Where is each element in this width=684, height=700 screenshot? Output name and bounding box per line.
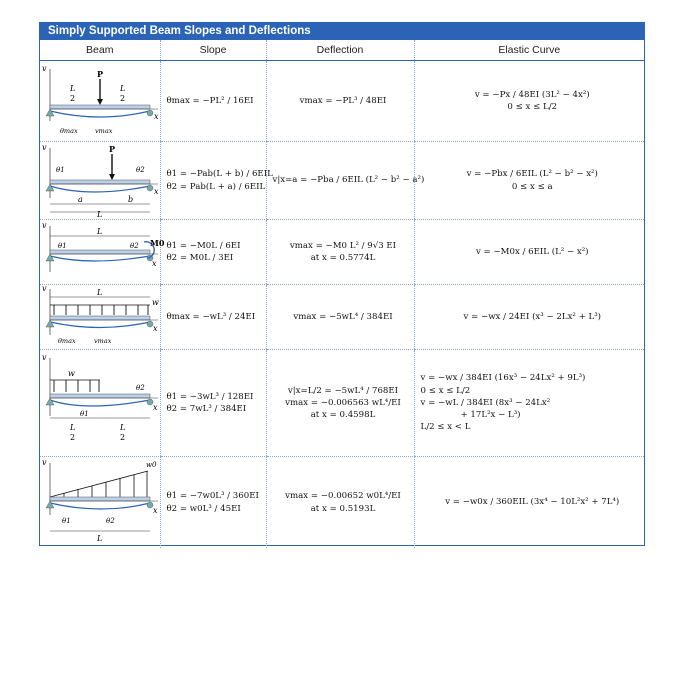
beam-table-card <box>39 22 645 546</box>
beam-label: x <box>154 112 159 121</box>
beam-diagram <box>40 285 160 349</box>
slope-cell <box>160 220 266 285</box>
table-title: Simply Supported Beam Slopes and Deflections <box>40 23 644 40</box>
beam-label: θ2 <box>106 517 115 525</box>
formula-line: θ2 = Pab(L + a) / 6EIL <box>166 181 266 192</box>
beam-diagram-cell <box>40 457 160 549</box>
formula-line: v = −M0x / 6EIL (L² − x²) <box>475 246 589 257</box>
beam-label: θ1 <box>58 242 67 250</box>
beam-label: L <box>70 423 76 432</box>
beam-label: M0 <box>150 238 165 248</box>
formula-line: θ2 = 7wL³ / 384EI <box>166 404 247 414</box>
table-row <box>40 61 644 142</box>
deflection-cell <box>266 350 414 457</box>
formula-line: at x = 0.5193L <box>310 503 376 514</box>
elastic-curve-cell <box>414 220 644 285</box>
beam-label: w <box>68 369 75 378</box>
formula-line: vmax = −M0 L² / 9√3 EI <box>289 240 397 251</box>
beam-label: L <box>97 534 103 543</box>
deflection-cell <box>266 285 414 350</box>
beam-label: v <box>42 458 47 467</box>
beam-label: vmax <box>95 127 113 135</box>
beam-label: L <box>97 227 103 236</box>
formula-line: 0 ≤ x ≤ L/2 <box>420 385 471 396</box>
formula-line: 0 ≤ x ≤ L/2 <box>507 102 558 112</box>
slope-cell <box>160 457 266 549</box>
formula-line: v = −Px / 48EI (3L² − 4x²) <box>474 89 590 100</box>
elastic-curve-cell <box>414 142 644 220</box>
beam-label: L <box>120 423 126 432</box>
beam-label: vmax <box>94 337 112 345</box>
formula-line: θ1 = −Pab(L + b) / 6EIL <box>166 169 273 180</box>
header-slope: Slope <box>160 40 266 61</box>
formula-line: v|x=L/2 = −5wL⁴ / 768EI <box>287 385 399 396</box>
formula-line: 0 ≤ x ≤ a <box>511 181 553 192</box>
beam-label: x <box>153 324 158 333</box>
formula-line: at x = 0.4598L <box>310 410 376 421</box>
formula-line: θ2 = w0L³ / 45EI <box>166 503 241 514</box>
slope-cell <box>160 285 266 350</box>
beam-label: θ1 <box>62 517 71 525</box>
beam-table <box>40 40 644 548</box>
beam-label: θmax <box>58 337 76 345</box>
beam-label: v <box>42 64 47 73</box>
beam-label: w0 <box>146 461 157 469</box>
beam-label: v <box>42 284 47 293</box>
beam-label: L <box>97 210 103 219</box>
beam-diagram-cell <box>40 61 160 142</box>
beam-diagram-cell <box>40 220 165 285</box>
beam-diagram <box>40 220 165 284</box>
formula-line: L/2 ≤ x < L <box>420 422 471 433</box>
beam-label: θ1 <box>56 166 65 174</box>
table-row <box>40 457 644 549</box>
table-row <box>40 142 644 220</box>
header-elastic-curve: Elastic Curve <box>414 40 644 61</box>
slope-cell <box>160 350 266 457</box>
beam-label: v <box>42 221 47 230</box>
beam-label: P <box>109 144 116 154</box>
beam-diagram <box>40 142 160 219</box>
table-row <box>40 350 644 457</box>
beam-label: a <box>78 195 83 204</box>
formula-line: θ1 = −3wL³ / 128EI <box>166 391 254 402</box>
beam-label: P <box>97 69 104 79</box>
beam-label: v <box>42 353 47 362</box>
deflection-cell <box>266 142 425 220</box>
formula-line: θmax = −wL³ / 24EI <box>166 311 256 322</box>
header-deflection: Deflection <box>266 40 414 61</box>
beam-diagram <box>40 350 160 456</box>
beam-label: θmax <box>60 127 78 135</box>
beam-label: 2 <box>120 433 126 442</box>
beam-label: θ2 <box>136 384 145 392</box>
beam-label: x <box>153 403 158 412</box>
formula-line: vmax = −PL³ / 48EI <box>299 95 387 106</box>
beam-label: L <box>120 84 126 93</box>
formula-line: θmax = −PL² / 16EI <box>166 95 254 106</box>
beam-label: b <box>128 195 134 204</box>
formula-line: θ1 = −7w0L³ / 360EI <box>166 491 259 502</box>
beam-label: 2 <box>70 94 76 103</box>
slope-cell <box>160 142 273 220</box>
table-row <box>40 220 644 285</box>
formula-line: vmax = −0.006563 wL⁴/EI <box>285 397 401 408</box>
beam-label: L <box>70 84 76 93</box>
deflection-cell <box>266 220 414 285</box>
beam-label: θ1 <box>80 410 89 418</box>
elastic-curve-cell <box>414 61 644 142</box>
beam-label: L <box>97 288 103 297</box>
formula-line: θ2 = M0L / 3EI <box>166 253 234 263</box>
formula-line: vmax = −5wL⁴ / 384EI <box>293 311 393 322</box>
formula-line: at x = 0.5774L <box>310 253 376 263</box>
beam-label: θ2 <box>130 242 139 250</box>
slope-cell <box>160 61 266 142</box>
formula-line: + 17L²x − L³) <box>460 410 521 421</box>
formula-line: v = −wx / 384EI (16x³ − 24Lx² + 9L³) <box>420 373 586 384</box>
elastic-curve-cell <box>414 350 644 457</box>
formula-line: v = −wx / 24EI (x³ − 2Lx² + L³) <box>463 311 602 322</box>
deflection-cell <box>266 61 414 142</box>
beam-label: x <box>153 506 158 515</box>
elastic-curve-cell <box>414 457 644 549</box>
beam-label: x <box>154 187 159 196</box>
beam-diagram <box>40 61 160 141</box>
beam-diagram-cell <box>40 285 160 350</box>
beam-label: 2 <box>70 433 76 442</box>
formula-line: v = −wL / 384EI (8x³ − 24Lx² <box>420 397 551 408</box>
deflection-cell <box>266 457 414 549</box>
beam-diagram-cell <box>40 142 160 220</box>
formula-line: v = −Pbx / 6EIL (L² − b² − x²) <box>466 169 598 180</box>
formula-line: θ1 = −M0L / 6EI <box>166 240 241 251</box>
formula-line: vmax = −0.00652 w0L⁴/EI <box>285 491 401 502</box>
beam-diagram <box>40 457 160 548</box>
beam-label: 2 <box>120 94 126 103</box>
beam-diagram-cell <box>40 350 160 457</box>
header-beam: Beam <box>40 40 160 61</box>
formula-line: v|x=a = −Pba / 6EIL (L² − b² − a²) <box>272 175 425 186</box>
beam-label: θ2 <box>136 166 145 174</box>
elastic-curve-cell <box>414 285 644 350</box>
beam-label: x <box>152 259 157 268</box>
table-row <box>40 285 644 350</box>
formula-line: v = −w0x / 360EIL (3x⁴ − 10L²x² + 7L⁴) <box>445 497 620 508</box>
beam-label: w <box>152 298 159 307</box>
beam-label: v <box>42 143 47 152</box>
